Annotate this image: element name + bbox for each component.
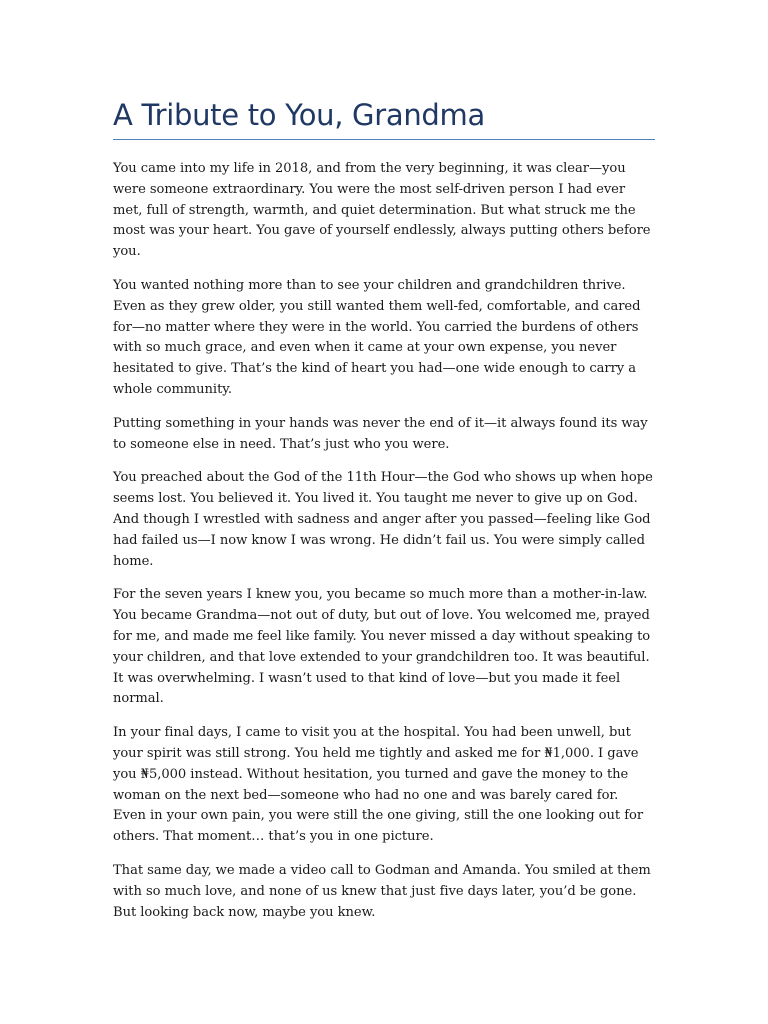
paragraph-6: In your final days, I came to visit you at the hospital. You had been unwell, but your spirit was still strong. You held me tightly and asked me for ₦1,000. I gave you ₦5,000 instead. Without hesitation, you turned and gave the money to the woman on the next bed—someone who had no one and was barely cared for. Even in your own pain, you were still the one giving, still the one looking out for others. That moment… that’s you in one picture.: [113, 725, 644, 845]
title-underline: [113, 139, 655, 140]
paragraph-1: You came into my life in 2018, and from the very beginning, it was clear—you were someone extraordinary. You were the most self-driven person I had ever met, full of strength, warmth, and quiet determination. But what struck me the most was your heart. You gave of yourself endlessly, always putting others before you.: [113, 161, 651, 260]
document-page: [113, 96, 655, 936]
document-title: A Tribute to You, Grandma: [113, 98, 485, 132]
paragraph-2: You wanted nothing more than to see your children and grandchildren thrive. Even as they grew older, you still wanted them well-fed, comfortable, and cared for—no matter where they were in the world. You carried the burdens of others with so much grace, and even when it came at your own expense, you never hesitated to give. That’s the kind of heart you had—one wide enough to carry a whole community.: [113, 277, 641, 397]
paragraph-3: Putting something in your hands was never the end of it—it always found its way to someone else in need. That’s just who you were.: [113, 415, 648, 452]
paragraph-4: You preached about the God of the 11th Hour—the God who shows up when hope seems lost. You believed it. You lived it. You taught me never to give up on God. And though I wrestled with sadness and anger after you passed—feeling like God had failed us—I now know I was wrong. He didn’t fail us. You were simply called home.: [113, 470, 653, 569]
paragraph-5: For the seven years I knew you, you became so much more than a mother-in-law. You became Grandma—not out of duty, but out of love. You welcomed me, prayed for me, and made me feel like family. You never missed a day without speaking to your children, and that love extended to your grandchildren too. It was beautiful. It was overwhelming. I wasn’t used to that kind of love—but you made it feel normal.: [113, 587, 651, 707]
paragraph-7: That same day, we made a video call to Godman and Amanda. You smiled at them with so much love, and none of us knew that just five days later, you’d be gone. But looking back now, maybe you knew.: [113, 862, 651, 920]
